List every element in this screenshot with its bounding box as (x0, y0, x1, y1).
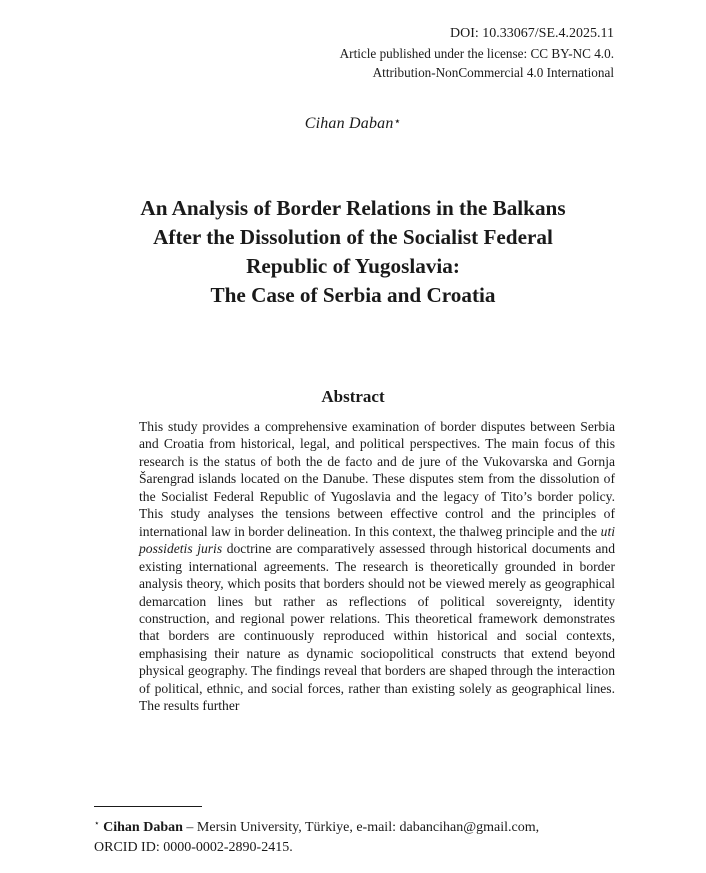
footnote-orcid: ORCID ID: 0000-0002-2890-2415. (94, 840, 293, 855)
title-line-4: The Case of Serbia and Croatia (210, 283, 496, 307)
footnote-divider (94, 806, 202, 807)
title-line-2: After the Dissolution of the Socialist Federal (153, 225, 553, 249)
author-name: Cihan Daban (304, 115, 394, 132)
abstract-text-part-1: This study provides a comprehensive examination of border disputes between Serbia and Croatia from historical, legal, and political perspectives. The main focus of this research is the status of both the de facto and de jure of the Vukovarska and Gornja Šarengrad islands located on the Danube. These disputes stem from the dissolution of the Socialist Federal Republic of Yugoslavia and the legacy of Tito’s border policy. This study analyses the tensions between effective control and the principles of international law in border delineation. In this context, the thalweg principle and the (139, 419, 615, 539)
footnote-star-icon: ⋆ (94, 818, 100, 828)
footnote (94, 813, 614, 858)
author-byline (0, 114, 706, 133)
footnote-author-name: Cihan Daban (103, 820, 183, 835)
abstract-text-part-2: doctrine are comparatively assessed through historical documents and existing international agreements. The research is theoretically grounded in border analysis theory, which posits that borders should not be viewed merely as geographical demarcation lines but rather as reflections of political sovereignty, identity construction, and regional power relations. This theoretical framework demonstrates that borders are continuously reproduced within historical and social contexts, emphasising their nature as dynamic sociopolitical constructs that extend beyond physical geography. The findings reveal that borders are shaped through the interaction of political, ethnic, and social forces, rather than existing solely as geographical lines. The results further (139, 541, 615, 714)
license-line: Article published under the license: CC BY-NC 4.0. (339, 45, 614, 61)
license-type-line: Attribution-NonCommercial 4.0 International (372, 65, 614, 80)
abstract-italic-term: uti possidetis juris (139, 523, 616, 557)
doi-line: DOI: 10.33067/SE.4.2025.11 (450, 26, 614, 41)
footnote-affiliation: – Mersin University, Türkiye, e-mail: dabancihan@gmail.com, (186, 820, 540, 835)
article-metadata (340, 24, 614, 83)
title-line-3: Republic of Yugoslavia: (246, 254, 460, 278)
abstract-body (139, 418, 615, 715)
footnote-star-icon: ⋆ (393, 114, 402, 128)
title-line-1: An Analysis of Border Relations in the Balkans (140, 196, 566, 220)
article-title (90, 194, 616, 310)
abstract-heading: Abstract (321, 387, 385, 406)
